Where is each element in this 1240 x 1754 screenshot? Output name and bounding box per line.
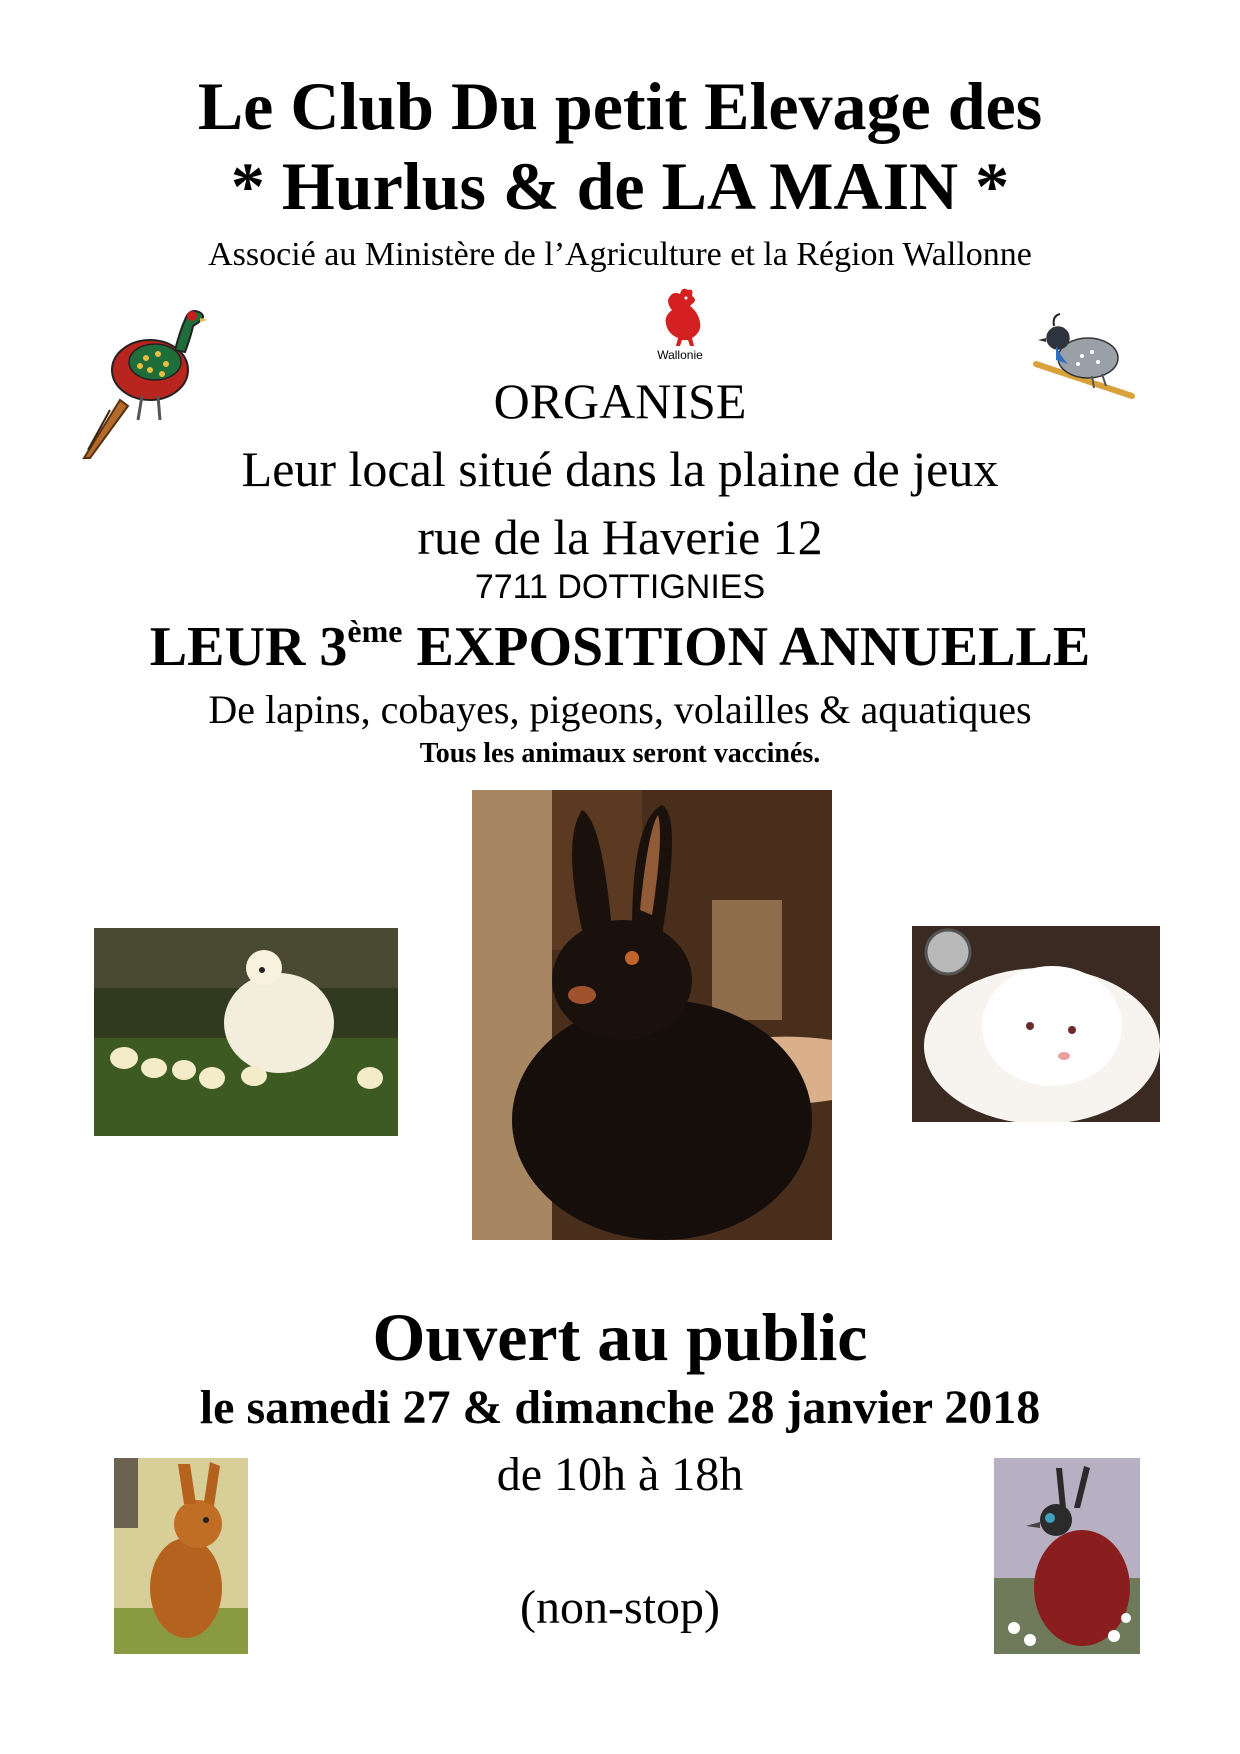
expo-superscript: ème <box>347 613 403 649</box>
address-line-2: rue de la Haverie 12 <box>417 509 823 565</box>
hours-text: de 10h à 18h <box>496 1448 744 1501</box>
species-text: De lapins, cobayes, pigeons, volailles & aquatiques <box>208 687 1032 732</box>
expo-suffix: EXPOSITION ANNUELLE <box>402 616 1091 678</box>
organise-heading: ORGANISE <box>493 373 747 429</box>
photo-tragopan-bird <box>994 1458 1140 1654</box>
logo-label: Wallonie <box>657 348 703 362</box>
open-heading: Ouvert au public <box>372 1299 868 1375</box>
expo-prefix: LEUR 3 <box>149 616 348 678</box>
city-text: 7711 DOTTIGNIES <box>474 568 766 606</box>
photo-brown-rabbit <box>114 1458 248 1654</box>
title-line-2: * Hurlus & de LA MAIN * <box>230 148 1010 224</box>
dates-text: le samedi 27 & dimanche 28 janvier 2018 <box>199 1381 1041 1434</box>
photo-angora-rabbit <box>912 926 1160 1122</box>
title-line-1: Le Club Du petit Elevage des <box>197 68 1043 144</box>
nonstop-text: (non-stop) <box>520 1581 720 1634</box>
wallonie-logo <box>650 282 710 362</box>
vaccination-note: Tous les animaux seront vaccinés. <box>419 738 821 769</box>
association-text: Associé au Ministère de l’Agriculture et la Région Wallonne <box>208 236 1032 273</box>
photo-black-rabbit <box>472 790 832 1240</box>
photo-hen-chicks <box>94 928 398 1136</box>
address-line-1: Leur local situé dans la plaine de jeux <box>241 441 999 497</box>
exposition-heading <box>0 615 1240 679</box>
